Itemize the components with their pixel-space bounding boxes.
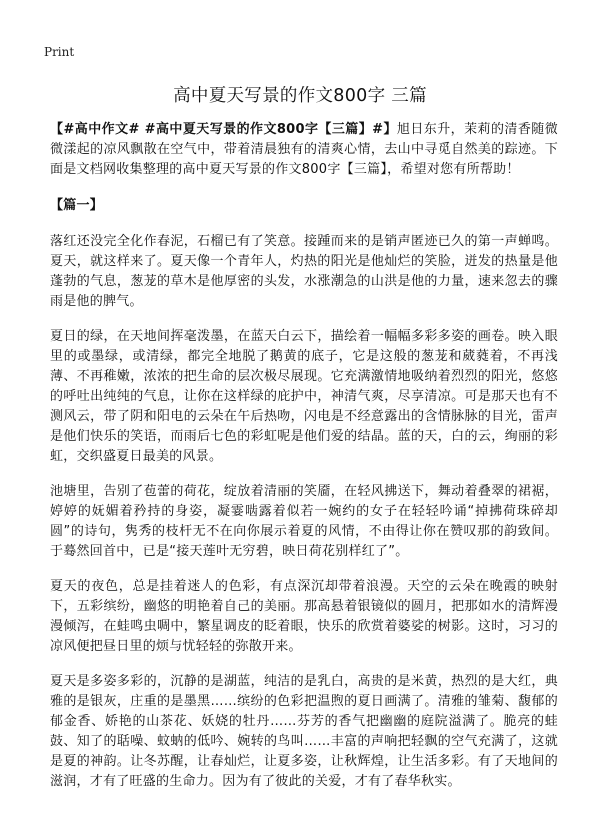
intro-paragraph: [50, 120, 558, 180]
body-paragraph: 夏日的绿，在天地间挥毫泼墨，在蓝天白云下，描绘着一幅幅多彩多姿的画卷。映入眼里的或墨绿，或清绿，都完全地脱了鹅黄的底子，它是这般的葱茏和葳蕤着，不再浅薄、不再稚嫩，浓浓的把生命的层次极尽展现。它充满激情地吸纳着烈烈的阳光，悠悠的呼吐出纯纯的气息，让你在这样绿的庇护中，神清气爽，尽享清凉。可是那天也有不测风云，带了阴和阳电的云朵在午后热吻，闪电是不经意露出的含情脉脉的目光，雷声是他们快乐的笑语，而雨后七色的彩虹呢是他们爱的结晶。蓝的天，白的云，绚丽的彩虹，交织盛夏日最美的风景。: [50, 329, 558, 464]
body-paragraph: 池塘里，告别了苞蕾的荷花，绽放着清丽的笑靥，在轻风拂送下，舞动着叠翠的裙裾，婷婷的妩媚着矜持的身姿，凝霎啮露着似若一婉约的女子在轻轻吟诵“掉拂荷珠碎却圆”的诗句，隽秀的枝杆无不在向你展示着夏的风情，不由得让你在赞叹那的韵致间。于蓦然回首中，已是“接天莲叶无穷碧，映日荷花别样红了”。: [50, 484, 558, 559]
document-body: [50, 120, 558, 807]
body-paragraph: 夏天的夜色，总是挂着迷人的色彩，有点深沉却带着浪漫。天空的云朵在晚霞的映射下，五彩缤纷，幽悠的明艳着自己的美丽。那高悬着银镜似的圆月，把那如水的清辉漫漫倾泻，在蛙鸣虫啁中，繁星调皮的眨着眼，快乐的欣赏着婆娑的树影。这时，习习的凉风便把昼日里的烦与忧轻轻的弥散开来。: [50, 579, 558, 654]
body-paragraph: 落红还没完全化作春泥，石榴已有了笑意。接踵而来的是销声匿迹已久的第一声蝉鸣。夏天，就这样来了。夏天像一个青年人，灼热的阳光是他灿烂的笑脸，迸发的热量是他蓬勃的气息，葱茏的草木是他厚密的头发，水涨潮急的山洪是他的力量，速来忽去的骤雨是他的脾气。: [50, 234, 558, 309]
intro-text: 旭日东升，茉莉的清香随微微漾起的凉风飘散在空气中，带着清晨独有的清爽心情，去山中寻觅自然美的踪迹。下面是文档网收集整理的高中夏天写景的作文800字【三篇】，希望对您有所帮助！: [50, 122, 558, 177]
section-heading: 【篇一】: [50, 198, 104, 213]
intro-lead-tags: 【#高中作文# #高中夏天写景的作文800字【三篇】#】: [50, 122, 397, 137]
print-link[interactable]: Print: [44, 45, 75, 59]
body-paragraph: 夏天是多姿多彩的，沉静的是湖蓝，纯洁的是乳白，高贵的是米黄，热烈的是大红，典雅的是银灰，庄重的是墨黑……缤纷的色彩把温煦的夏日画满了。清雅的雏菊、馥郁的郁金香、娇艳的山茶花、妖娆的牡丹……芬芳的香气把幽幽的庭院溢满了。脆亮的蛙鼓、知了的聒噪、蚊蚋的低吟、婉转的鸟叫……丰富的声响把轻飘的空气充满了，这就是夏的神韵。让冬苏醒，让春灿烂，让夏多姿，让秋辉煌，让生活多彩。有了天地间的滋润，才有了旺盛的生命力。因为有了彼此的关爱，才有了春华秋实。: [50, 674, 558, 789]
document-title: 高中夏天写景的作文800字 三篇: [173, 86, 427, 106]
